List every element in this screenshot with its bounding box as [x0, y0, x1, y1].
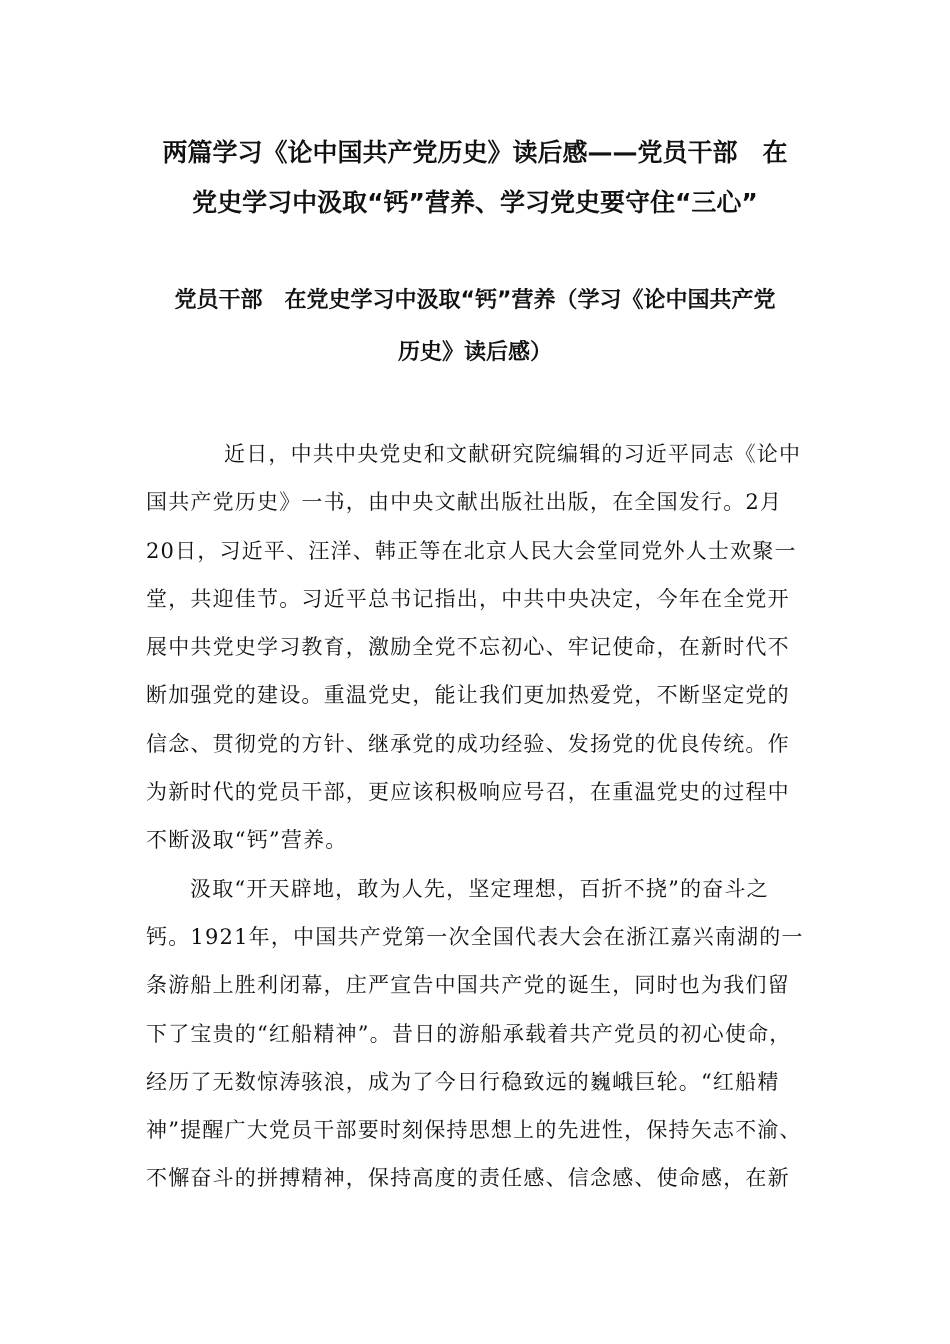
paragraph-2-line-4: 下了宝贵的“红船精神”。昔日的游船承载着共产党员的初心使命， [146, 1021, 792, 1046]
paragraph-1-line-8: 为新时代的党员干部，更应该积极响应号召，在重温党史的过程中 [146, 780, 790, 805]
paragraph-2-line-5: 经历了无数惊涛骇浪，成为了今日行稳致远的巍峨巨轮。“红船精 [146, 1069, 780, 1094]
section-heading-line-2: 历史》读后感） [397, 340, 552, 365]
paragraph-1-line-6: 断加强党的建设。重温党史，能让我们更加热爱党，不断坚定党的 [146, 683, 790, 708]
paragraph-2-line-1: 汲取“开天辟地，敢为人先，坚定理想，百折不挠”的奋斗之 [190, 876, 769, 901]
paragraph-2-line-7: 不懈奋斗的拼搏精神，保持高度的责任感、信念感、使命感，在新 [146, 1166, 790, 1191]
section-heading [120, 275, 830, 379]
paragraph-2 [146, 865, 806, 1203]
paragraph-1-line-5: 展中共党史学习教育，激励全党不忘初心、牢记使命，在新时代不 [146, 635, 790, 660]
document-title [120, 128, 830, 228]
paragraph-1-line-4: 堂，共迎佳节。习近平总书记指出，中共中央决定，今年在全党开 [146, 586, 790, 611]
paragraph-2-line-2: 钙。1921年，中国共产党第一次全国代表大会在浙江嘉兴南湖的一 [146, 924, 804, 949]
paragraph-2-line-6: 神”提醒广大党员干部要时刻保持思想上的先进性，保持矢志不渝、 [146, 1118, 802, 1143]
paragraph-1 [146, 430, 806, 865]
paragraph-1-line-3: 20日，习近平、汪洋、韩正等在北京人民大会堂同党外人士欢聚一 [146, 538, 797, 563]
title-line-2: 党史学习中汲取“钙”营养、学习党史要守住“三心” [192, 188, 758, 217]
paragraph-1-line-2: 国共产党历史》一书，由中央文献出版社出版，在全国发行。2月 [146, 490, 783, 515]
paragraph-2-line-3: 条游船上胜利闭幕，庄严宣告中国共产党的诞生，同时也为我们留 [146, 973, 790, 998]
paragraph-1-line-7: 信念、贯彻党的方针、继承党的成功经验、发扬党的优良传统。作 [146, 731, 790, 756]
article-body [146, 430, 806, 1203]
paragraph-1-line-9: 不断汲取“钙”营养。 [146, 828, 348, 853]
title-line-1: 两篇学习《论中国共产党历史》读后感——党员干部 在 [162, 138, 788, 167]
paragraph-1-line-1: 近日，中共中央党史和文献研究院编辑的习近平同志《论中 [224, 442, 802, 466]
section-heading-line-1: 党员干部 在党史学习中汲取“钙”营养（学习《论中国共产党 [174, 288, 776, 313]
